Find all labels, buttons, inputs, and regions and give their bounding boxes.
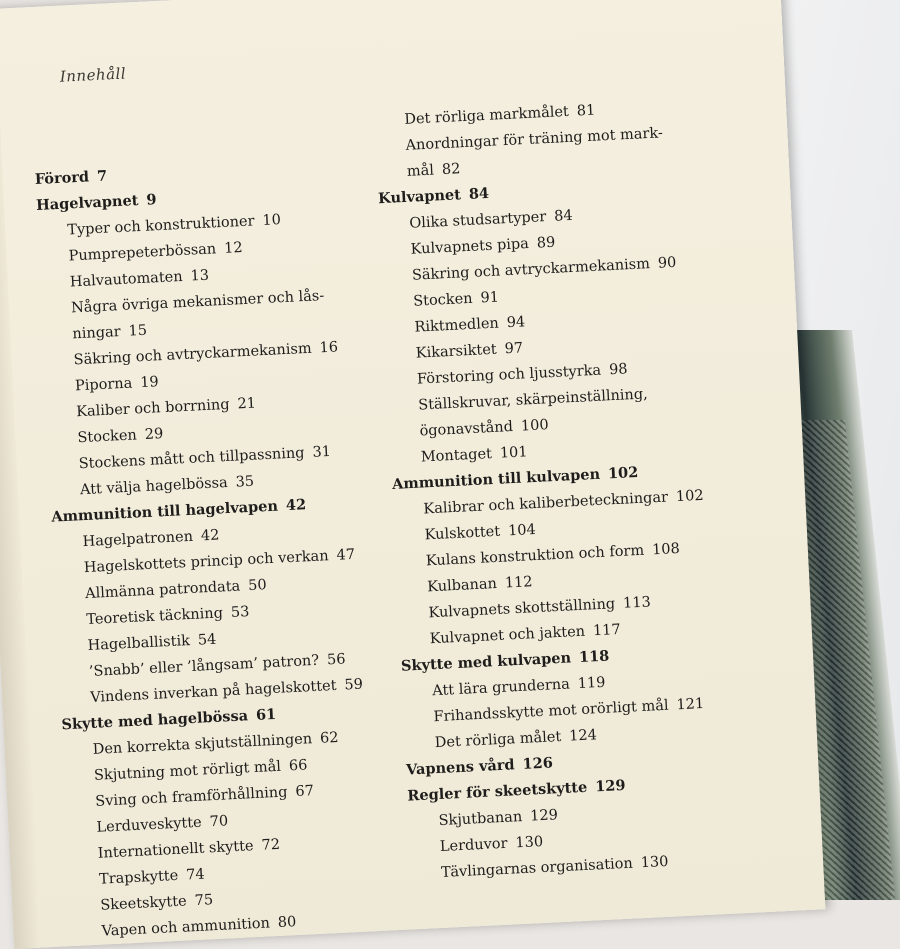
toc-entry-title: Det rörliga markmålet <box>403 103 570 128</box>
toc-entry-title: Frihandsskytte mot orörligt mål <box>433 697 669 726</box>
toc-entry-page: 117 <box>592 621 622 640</box>
toc-entry-page: 91 <box>480 289 500 307</box>
toc-entry-page: 9 <box>145 191 157 209</box>
toc-entry-page: 15 <box>128 322 148 340</box>
toc-entry-page: 126 <box>522 754 554 773</box>
toc-entry-title: Kulans konstruktion och form <box>425 542 645 570</box>
toc-entry-page: 108 <box>651 540 681 559</box>
toc-entry-title: Lerduveskytte <box>96 814 203 836</box>
toc-entry-page: 84 <box>468 184 490 203</box>
toc-entry-title: Halvautomaten <box>69 268 183 291</box>
toc-entry-page: 21 <box>237 395 257 413</box>
toc-entry-page: 102 <box>675 487 704 506</box>
toc-entry-title: Vapnens vård <box>405 756 516 779</box>
toc-entry-title: Anordningar för träning mot mark- <box>405 125 664 154</box>
toc-entry-title: Hagelballistik <box>87 633 191 655</box>
toc-entry-page: 53 <box>230 604 250 621</box>
toc-entry-page: 62 <box>319 729 339 747</box>
toc-entry-title: Ammunition till hagelvapen <box>50 497 279 526</box>
toc-entry-title: Det rörliga målet <box>434 729 562 752</box>
toc-entry-title: Lerduvor <box>439 835 508 856</box>
toc-entry-page: 94 <box>506 314 526 332</box>
toc-entry-title: Förord <box>34 168 90 189</box>
toc-entry-title: Stockens mått och tillpassning <box>78 445 305 473</box>
toc-entry-page: 31 <box>312 443 332 461</box>
toc-entry-page: 72 <box>261 836 281 854</box>
toc-entry-page: 104 <box>507 521 537 540</box>
toc-entry-title: Pumprepeterbössan <box>68 241 217 265</box>
toc-left-column <box>34 152 375 946</box>
toc-entry-page: 90 <box>657 254 677 272</box>
toc-entry-title: Ammunition till kulvapen <box>391 465 601 493</box>
toc-entry-title: Att lära grunderna <box>431 676 571 700</box>
toc-entry-page: 67 <box>295 783 315 801</box>
toc-entry-page: 47 <box>336 546 356 564</box>
toc-entry-page: 35 <box>235 473 255 491</box>
toc-entry-title: Kulbanan <box>426 575 498 596</box>
toc-entry-title: Montaget <box>420 446 493 466</box>
toc-right-column <box>374 93 722 887</box>
toc-entry-page: 112 <box>504 574 533 592</box>
toc-entry-title: Skytte med kulvapen <box>400 649 572 675</box>
toc-entry-page: 70 <box>209 813 229 831</box>
toc-entry-page: 129 <box>529 807 559 825</box>
toc-entry-page: 16 <box>319 339 339 357</box>
toc-entry-title: Hagelskottets princip och verkan <box>83 548 329 577</box>
toc-entry-page: 121 <box>676 695 705 714</box>
toc-entry-title: Vapen och ammunition <box>101 915 271 940</box>
toc-entry-title: Att välja hagelbössa <box>79 474 229 499</box>
toc-entry-page: 61 <box>255 705 277 724</box>
toc-entry-page: 29 <box>144 426 164 443</box>
toc-entry-page: 129 <box>594 776 626 796</box>
toc-entry-page: 124 <box>568 727 598 745</box>
toc-entry-page: 119 <box>577 674 606 693</box>
toc-entry-page: 59 <box>344 676 364 694</box>
toc-entry-title: Kulvapnet och jakten <box>429 623 586 648</box>
toc-entry-title: Typer och konstruktioner <box>66 213 255 239</box>
toc-entry-title: Hagelpatronen <box>82 528 194 551</box>
toc-entry-page: 7 <box>96 167 108 185</box>
toc-entry-title: Internationellt skytte <box>97 838 254 862</box>
toc-entry-title: Tävlingarnas organisation <box>440 855 634 882</box>
toc-entry-page: 101 <box>499 444 528 462</box>
toc-entry-title: Skeetskytte <box>100 893 188 914</box>
toc-entry-page: 13 <box>190 267 210 285</box>
toc-entry-page: 113 <box>622 594 652 612</box>
toc-entry-page: 102 <box>607 463 639 483</box>
toc-entry-title: Kikarsiktet <box>415 341 498 362</box>
toc-entry-title: Förstoring och ljusstyrka <box>416 362 602 388</box>
toc-entry-title: Skjutbanan <box>438 809 523 830</box>
toc-entry-page: 10 <box>262 212 282 229</box>
toc-entry-page: 66 <box>288 757 308 775</box>
toc-entry-title: Ställskruvar, skärpeinställning, <box>417 386 649 414</box>
toc-entry-page: 54 <box>197 631 217 649</box>
toc-entry-title: ningar <box>72 324 121 343</box>
toc-entry-title: Olika studsartyper <box>409 209 547 232</box>
toc-entry-page: 130 <box>515 834 544 852</box>
toc-entry-title: Riktmedlen <box>414 315 500 336</box>
toc-entry-title: Skjutning mot rörligt mål <box>93 758 282 784</box>
toc-entry-title: Piporna <box>74 375 133 395</box>
toc-entry-page: 100 <box>520 417 549 435</box>
toc-entry-title: Trapskytte <box>98 867 179 888</box>
toc-heading: Innehåll <box>59 64 127 86</box>
toc-entry-page: 19 <box>139 374 160 392</box>
toc-entry-title: ögonavstånd <box>419 418 514 440</box>
toc-entry-title: Kulvapnets skottställning <box>428 596 616 622</box>
toc-entry-title: Allmänna patrondata <box>84 578 241 603</box>
toc-entry-title: Stocken <box>412 290 473 310</box>
toc-entry-page: 98 <box>608 361 628 379</box>
toc-entry-page: 75 <box>194 892 214 910</box>
toc-entry-title: Stocken <box>77 427 138 447</box>
toc-entry-title: Den korrekta skjutställningen <box>92 731 313 758</box>
page-gutter <box>0 9 40 949</box>
toc-entry-page: 50 <box>247 577 268 595</box>
toc-entry-title: Säkring och avtryckarmekanism <box>73 340 313 369</box>
toc-entry-title: Några övriga mekanismer och lås- <box>70 288 325 317</box>
toc-entry-title: Hagelvapnet <box>35 192 139 214</box>
toc-entry-title: Skytte med hagelbössa <box>61 707 249 734</box>
toc-entry-title: Sving och framförhållning <box>94 784 288 810</box>
toc-entry-page: 97 <box>504 340 524 358</box>
toc-entry-title: mål <box>406 162 435 180</box>
toc-entry-title: Kulvapnet <box>377 186 462 208</box>
toc-entry-page: 89 <box>536 234 556 252</box>
toc-entry-title: Regler för skeetskytte <box>406 778 588 805</box>
toc-entry-title: Kaliber och borrning <box>75 396 230 421</box>
toc-entry-page: 42 <box>200 527 220 545</box>
toc-entry-page: 130 <box>640 853 669 872</box>
toc-entry-page: 81 <box>576 102 596 120</box>
toc-entry-page: 82 <box>441 161 461 179</box>
toc-entry-title: Kulskottet <box>424 523 501 544</box>
toc-entry-title: Kalibrar och kaliberbeteckningar <box>423 489 669 518</box>
toc-entry-page: 12 <box>223 239 244 257</box>
toc-entry-page: 84 <box>553 207 574 225</box>
toc-entry-title: Vindens inverkan på hagelskottet <box>89 677 337 706</box>
toc-entry-title: Säkring och avtryckarmekanism <box>411 256 651 284</box>
toc-entry-title: ’Snabb’ eller ’långsam’ patron? <box>88 652 320 680</box>
toc-entry-page: 80 <box>277 914 297 932</box>
toc-entry-page: 118 <box>578 647 610 667</box>
toc-entry-page: 56 <box>326 651 346 669</box>
toc-entry-title: Kulvapnets pipa <box>410 235 530 258</box>
toc-entry-title: Teoretisk täckning <box>86 605 224 629</box>
toc-entry-page: 74 <box>185 866 206 884</box>
toc-entry-page: 42 <box>285 496 307 515</box>
